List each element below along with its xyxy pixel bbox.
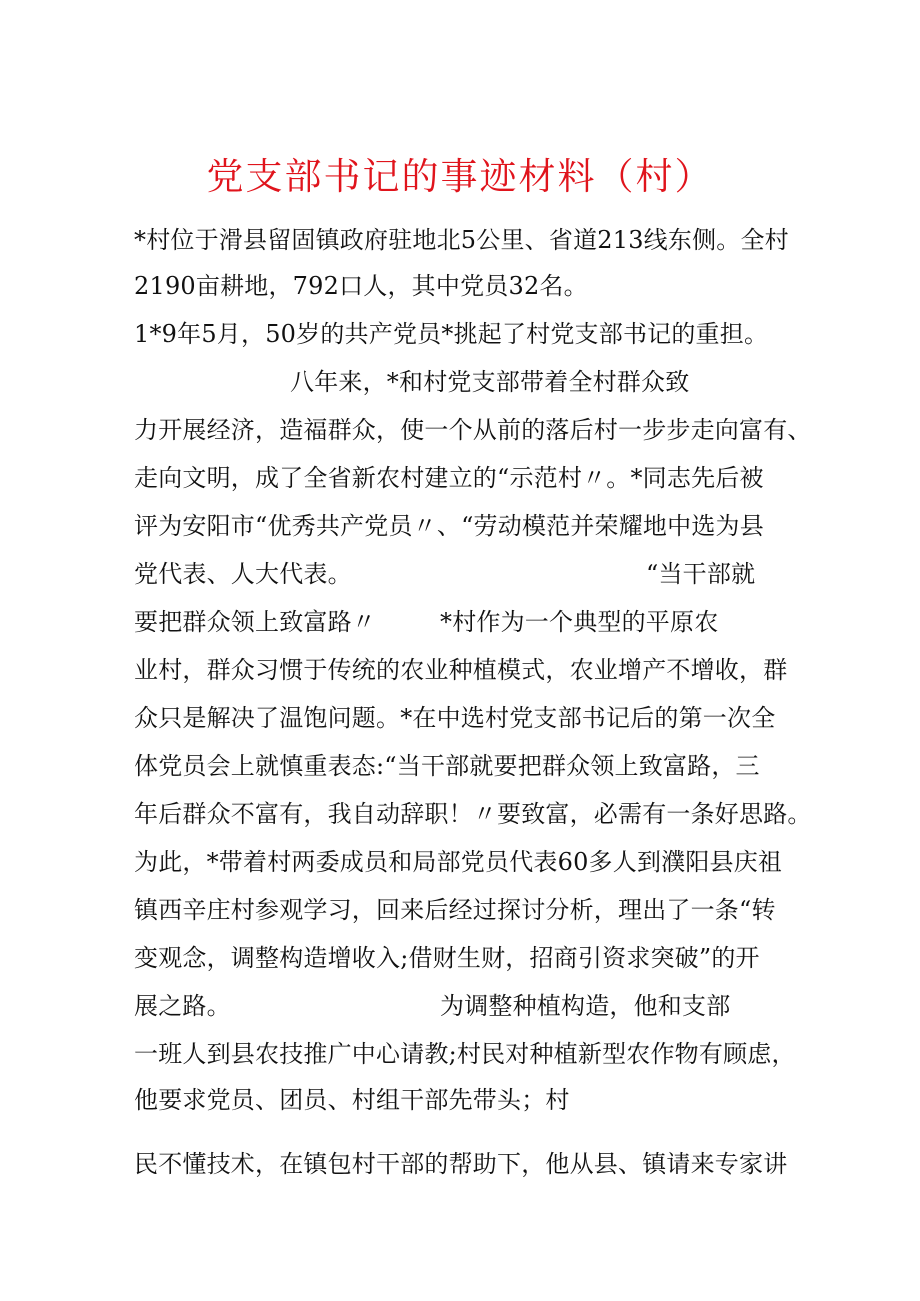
document-title: 党支部书记的事迹材料（村） <box>206 155 714 198</box>
body-line-23: 民不懂技术，在镇包村干部的帮助下，他从县、镇请来专家讲 <box>134 1150 788 1178</box>
body-line-11: *村作为一个典型的平原农 <box>440 608 719 636</box>
body-line-18: 变观念，调整构造增收入;借财生财，招商引资求突破”的开 <box>134 944 760 972</box>
body-line-3: 1*9年5月，50岁的共产党员*挑起了村党支部书记的重担。 <box>134 320 769 348</box>
body-line-7: 评为安阳市“优秀共产党员〃、“劳动模范并荣耀地中选为县 <box>134 512 764 540</box>
section-heading-part-1: “当干部就 <box>646 560 756 588</box>
body-line-16: 为此，*带着村两委成员和局部党员代表60多人到濮阳县庆祖 <box>134 848 783 876</box>
body-line-5: 力开展经济，造福群众，使一个从前的落后村一步步走向富有、 <box>134 416 812 444</box>
body-line-6: 走向文明，成了全省新农村建立的“示范村〃。*同志先后被 <box>134 464 764 492</box>
section-heading-part-2: 要把群众领上致富路〃 <box>134 608 376 636</box>
body-line-12: 业村，群众习惯于传统的农业种植模式，农业增产不增收，群 <box>134 656 788 684</box>
body-line-15: 年后群众不富有，我自动辞职！〃要致富，必需有一条好思路。 <box>134 800 812 828</box>
body-line-19: 展之路。 <box>134 992 231 1020</box>
body-line-22: 他要求党员、团员、村组干部先带头；村 <box>134 1086 570 1114</box>
body-line-21: 一班人到县农技推广中心请教;村民对种植新型农作物有顾虑， <box>134 1040 796 1068</box>
body-line-14: 体党员会上就慎重表态:“当干部就要把群众领上致富路，三 <box>134 752 760 780</box>
body-line-8: 党代表、人大代表。 <box>134 560 352 588</box>
body-line-20: 为调整种植构造，他和支部 <box>440 992 731 1020</box>
body-line-17: 镇西辛庄村参观学习，回来后经过探讨分析，理出了一条“转 <box>134 896 776 924</box>
body-line-13: 众只是解决了温饱问题。*在中选村党支部书记后的第一次全 <box>134 704 776 732</box>
body-line-1: *村位于滑县留固镇政府驻地北5公里、省道213线东侧。全村 <box>134 226 789 254</box>
body-line-2: 2190亩耕地，792口人，其中党员32名。 <box>134 272 588 300</box>
body-line-4: 八年来，*和村党支部带着全村群众致 <box>290 368 690 396</box>
